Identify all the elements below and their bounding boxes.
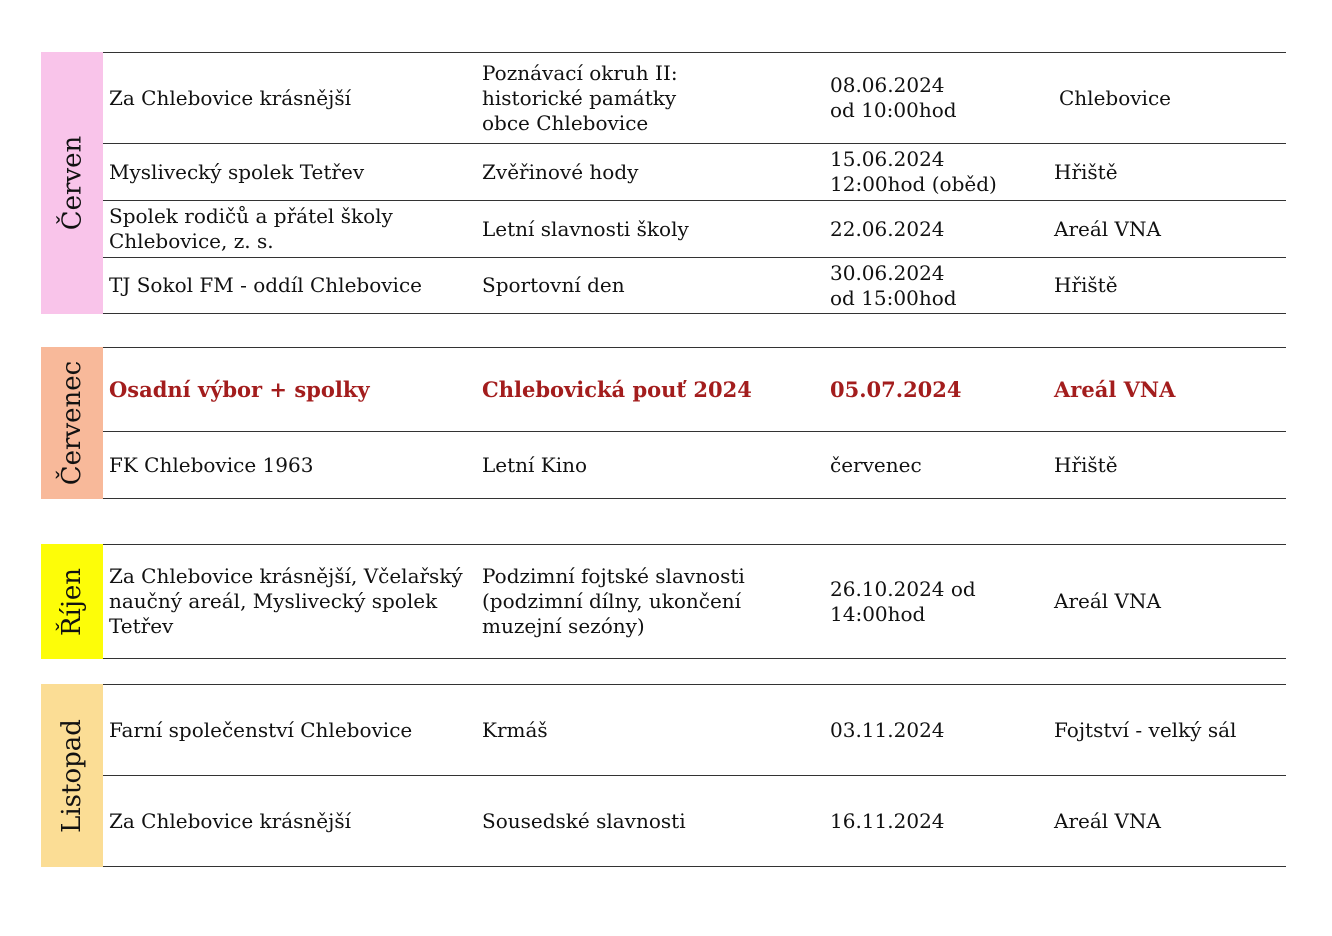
organizer-cell: Spolek rodičů a přátel školy Chlebovice, z. s. [109,204,393,253]
month-label-cervenec [41,347,103,499]
table-row [103,143,1286,200]
month-label-cerven [41,52,103,314]
date-cell: 26.10.2024 od 14:00hod [830,576,976,626]
month-name: Listopad [57,718,88,833]
event-cell: Krmáš [482,717,548,742]
month-name: Červen [57,135,87,231]
place-cell: Areál VNA [1054,216,1161,241]
section-cervenec [41,347,1286,499]
organizer-cell: Za Chlebovice krásnější, Včelařský naučný areál, Myslivecký spolek Tetřev [109,564,463,638]
event-cell: Letní slavnosti školy [482,216,689,241]
date-cell: 05.07.2024 [830,377,962,402]
organizer-cell: FK Chlebovice 1963 [109,452,314,477]
date-cell: 22.06.2024 [830,216,945,241]
organizer-cell: Myslivecký spolek Tetřev [109,159,365,184]
event-cell: Chlebovická pouť 2024 [482,377,752,402]
table-row-highlighted [103,347,1286,431]
events-table [103,684,1286,867]
table-row [103,775,1286,867]
place-cell: Areál VNA [1054,808,1161,833]
events-table [103,52,1286,314]
organizer-cell: Za Chlebovice krásnější [109,85,351,110]
events-table [103,544,1286,659]
place-cell: Chlebovice [1059,85,1171,110]
place-cell: Hřiště [1054,273,1118,297]
place-cell: Areál VNA [1054,589,1161,613]
month-label-rijen [41,544,103,659]
organizer-cell: Osadní výbor + spolky [109,377,370,402]
date-cell: 03.11.2024 [830,717,945,742]
event-cell: Zvěřinové hody [482,159,639,184]
month-name: Říjen [57,567,87,636]
table-row [103,431,1286,499]
date-cell: 16.11.2024 [830,808,945,833]
event-cell: Poznávací okruh II: historické památky obce Chlebovice [482,60,678,135]
table-row [103,257,1286,314]
date-cell: červenec [830,452,922,477]
table-row [103,544,1286,659]
place-cell: Hřiště [1054,159,1118,184]
place-cell: Hřiště [1054,452,1118,477]
place-cell: Fojtství - velký sál [1054,717,1237,742]
table-row [103,52,1286,143]
event-cell: Letní Kino [482,452,588,477]
event-cell: Podzimní fojtské slavnosti (podzimní dílny, ukončení muzejní sezóny) [482,564,745,638]
date-cell: 15.06.2024 12:00hod (oběd) [830,147,997,196]
organizer-cell: TJ Sokol FM - oddíl Chlebovice [109,273,422,297]
date-cell: 30.06.2024 od 15:00hod [830,260,957,310]
month-label-listopad [41,684,103,867]
events-table [103,347,1286,499]
section-cerven [41,52,1286,314]
place-cell: Areál VNA [1054,377,1176,402]
event-cell: Sportovní den [482,273,625,297]
month-name: Červenec [57,360,88,486]
section-rijen [41,544,1286,659]
section-listopad [41,684,1286,867]
event-cell: Sousedské slavnosti [482,808,686,833]
organizer-cell: Za Chlebovice krásnější [109,808,351,833]
table-row [103,684,1286,775]
date-cell: 08.06.2024 od 10:00hod [830,73,957,122]
table-row [103,200,1286,257]
organizer-cell: Farní společenství Chlebovice [109,717,413,742]
